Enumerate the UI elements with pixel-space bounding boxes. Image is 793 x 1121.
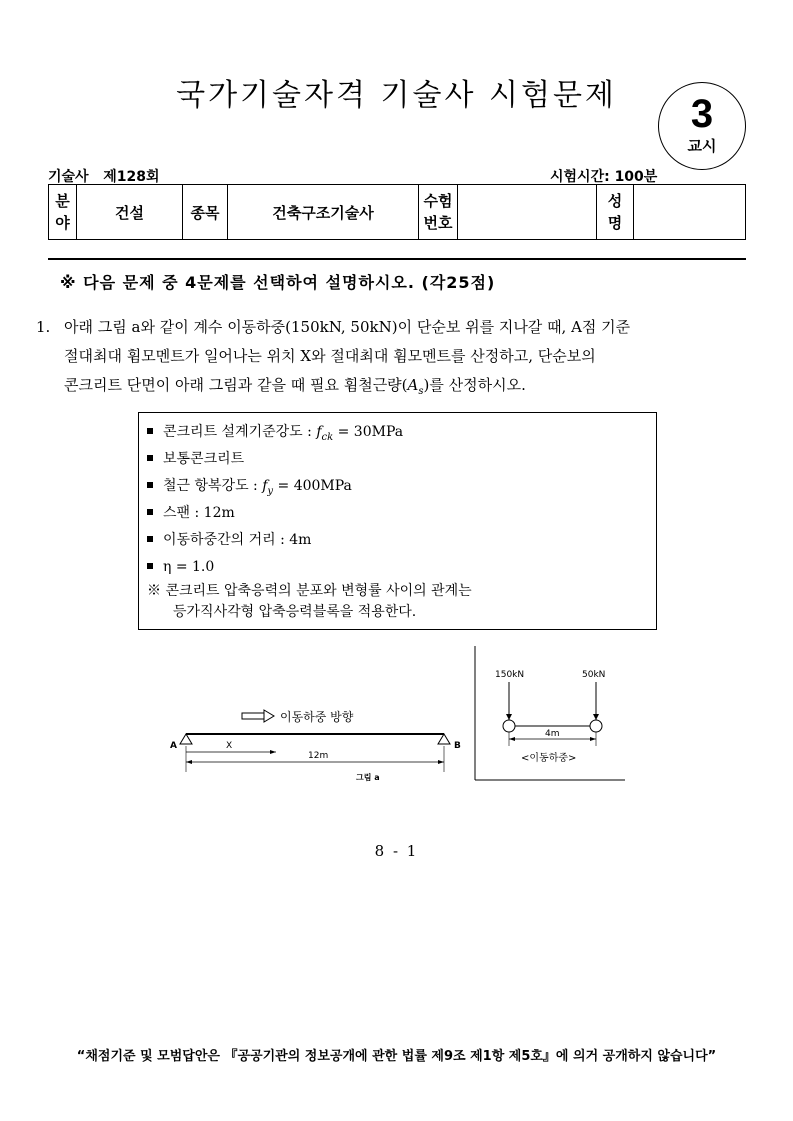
direction-label: 이동하중 방향 xyxy=(280,710,354,724)
question-line: 콘크리트 단면이 아래 그림과 같을 때 필요 휨철근량$(A_s)$를 산정하시오. xyxy=(64,376,526,397)
condition-item: η = 1.0 xyxy=(147,554,656,581)
field-label-cell: 분 야 xyxy=(49,185,77,240)
condition-item: 보통콘크리트 xyxy=(147,446,656,473)
bullet-icon xyxy=(147,536,153,542)
condition-item: 콘크리트 설계기준강도 : $f_{ck} = 30MPa$ xyxy=(147,419,656,446)
instruction-text: ※ 다음 문제 중 4문제를 선택하여 설명하시오. (각25점) xyxy=(60,273,496,292)
page-number: 8 - 1 xyxy=(374,842,419,860)
direction-arrow-icon xyxy=(242,710,274,722)
load-2-label: 50kN xyxy=(582,670,606,680)
exam-round: 제128회 xyxy=(103,169,160,185)
conditions-box xyxy=(138,412,657,630)
load-1-label: 150kN xyxy=(495,670,525,680)
support-a-label: A xyxy=(170,741,177,751)
exam-info-table xyxy=(48,184,746,240)
question-line: 절대최대 휨모멘트가 일어나는 위치 X와 절대최대 휨모멘트를 산정하고, 단순보의 xyxy=(64,347,596,365)
question-1 xyxy=(36,313,756,406)
question-line: 아래 그림 a와 같이 계수 이동하중(150kN, 50kN)이 단순보 위를 지나갈 때, A점 기준 xyxy=(64,318,631,336)
footer-notice: “채점기준 및 모범답안은 『공공기관의 정보공개에 관한 법률 제9조 제1항 제5호』에 의거 공개하지 않습니다” xyxy=(76,1049,717,1064)
bullet-icon xyxy=(147,455,153,461)
question-number: 1. xyxy=(36,318,51,336)
period-label: 교시 xyxy=(687,137,717,155)
support-b-icon xyxy=(438,734,450,744)
bullet-icon xyxy=(147,563,153,569)
category-value-cell: 건축구조기술사 xyxy=(228,185,419,240)
question-body xyxy=(64,313,756,406)
field-value-cell: 건설 xyxy=(77,185,183,240)
page-title: 국가기술자격 기술사 시험문제 xyxy=(176,78,617,113)
bullet-icon xyxy=(147,428,153,434)
wheel-1-icon xyxy=(503,720,515,732)
name-label-cell: 성 명 xyxy=(597,185,634,240)
condition-note: ※ 콘크리트 압축응력의 분포와 변형률 사이의 관계는 등가직사각형 압축응력블록을 적용한다. xyxy=(147,583,472,620)
condition-item: 철근 항복강도 : $f_y = 400MPa$ xyxy=(147,473,656,500)
name-field[interactable] xyxy=(634,185,746,240)
condition-item: 이동하중간의 거리 : 4m xyxy=(147,527,656,554)
support-a-icon xyxy=(180,734,192,744)
exam-time: 시험시간: 100분 xyxy=(550,169,658,185)
figure-a-beam xyxy=(168,700,468,800)
condition-item: 스팬 : 12m xyxy=(147,500,656,527)
bullet-icon xyxy=(147,482,153,488)
figure-a-caption: 그림 a xyxy=(356,773,380,782)
category-label-cell: 종목 xyxy=(183,185,228,240)
divider xyxy=(48,258,746,260)
period-badge xyxy=(658,82,746,170)
exam-number-label-cell: 수험 번호 xyxy=(419,185,458,240)
bullet-icon xyxy=(147,509,153,515)
wheel-2-icon xyxy=(590,720,602,732)
moving-load-caption: <이동하중> xyxy=(521,753,577,764)
period-number: 3 xyxy=(690,92,714,136)
figure-moving-load xyxy=(474,646,626,781)
spacing-label: 4m xyxy=(545,729,560,739)
support-b-label: B xyxy=(454,741,461,751)
exam-level: 기술사 xyxy=(48,169,89,185)
x-label: X xyxy=(226,741,233,751)
exam-round-info xyxy=(48,166,159,186)
span-label: 12m xyxy=(308,751,329,761)
exam-number-field[interactable] xyxy=(458,185,597,240)
